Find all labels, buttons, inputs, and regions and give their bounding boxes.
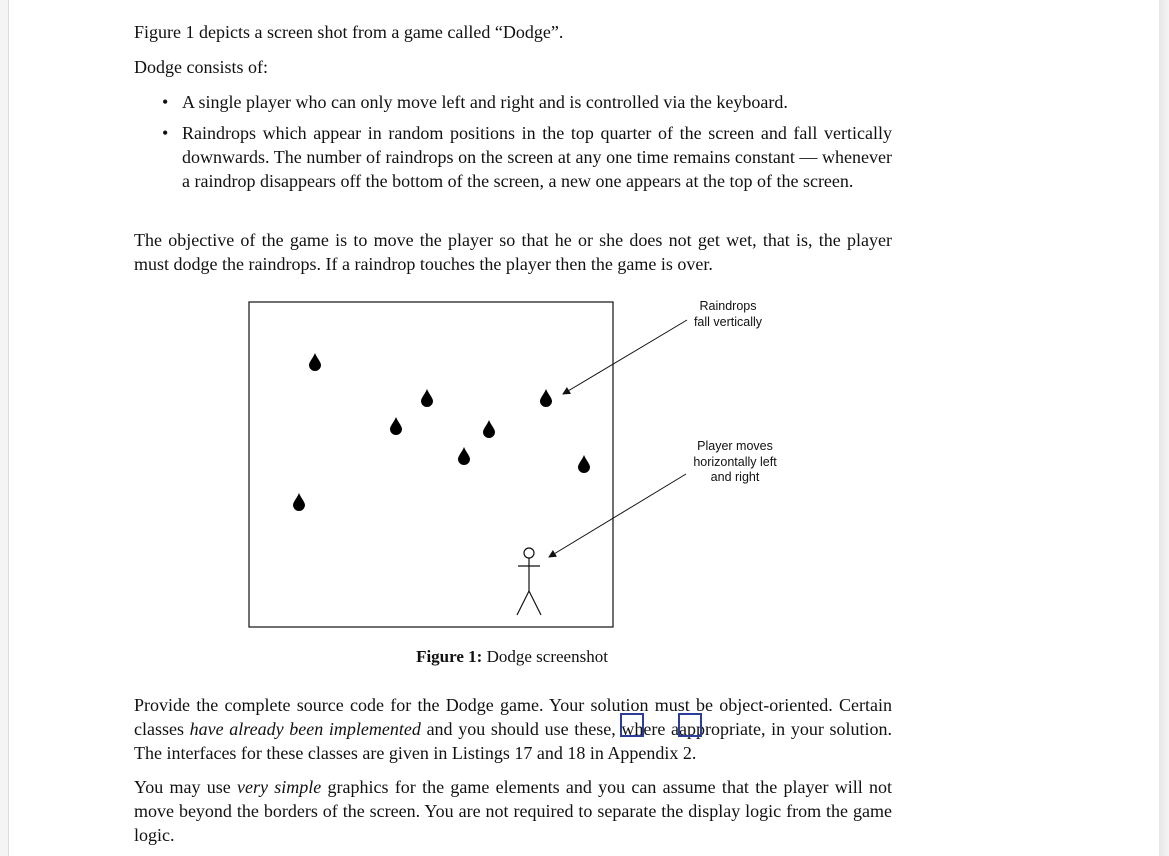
graphics-paragraph: [134, 775, 892, 847]
annotation-line: Player moves: [697, 439, 773, 453]
bullet-icon: •: [162, 123, 169, 143]
game-screen-frame: [249, 302, 613, 627]
bullet-icon: •: [162, 92, 169, 112]
list-item: [162, 90, 892, 114]
objective-paragraph: The objective of the game is to move the player so that he or she does not get wet, that is, the player must dodge the raindrops. If a raindrop touches the player then the game is over.: [134, 230, 892, 274]
annotation-line: Raindrops: [699, 299, 757, 313]
player-annotation: [686, 439, 784, 486]
list-item: [162, 121, 892, 193]
solution-italic: have already been implemented: [189, 719, 421, 739]
intro-line-1: Figure 1 depicts a screen shot from a game called “Dodge”.: [134, 22, 564, 42]
component-list: [162, 90, 892, 200]
annotation-line: horizontally left: [693, 454, 777, 469]
solution-text: here a: [634, 719, 680, 739]
annotation-line: and right: [710, 470, 760, 484]
selection-marker-icon: [621, 717, 634, 741]
solution-paragraph: [134, 693, 892, 765]
page-shadow: [1159, 0, 1169, 856]
raindrops-annotation: [682, 299, 774, 330]
caption-text: Dodge screenshot: [486, 647, 608, 666]
graphics-text: You may use: [134, 777, 238, 797]
caption-label: Figure 1:: [416, 647, 483, 666]
bullet-text-player: A single player who can only move left and right and is controlled via the keyboard.: [182, 92, 788, 112]
solution-text: and you should use these,: [420, 719, 622, 739]
graphics-italic: very simple: [237, 777, 322, 797]
marked-char: a: [679, 719, 688, 739]
annotation-line: fall vertically: [693, 314, 763, 329]
figure-caption: [300, 646, 724, 668]
selection-marker-icon: [679, 717, 687, 741]
intro-line-2: Dodge consists of:: [134, 57, 268, 77]
solution-text: ppropriate, in your solution. The interfaces for these classes are given in Listings 17 and 18 in Appendix 2.: [134, 719, 893, 763]
graphics-text: graphics for the game elements and you can assume that the player will not move beyond the borders of the screen. You are not required to separate the display logic from the game logic.: [134, 777, 893, 845]
marked-char: w: [621, 719, 635, 739]
bullet-text-raindrops: Raindrops which appear in random positions in the top quarter of the screen and fall vertically downwards. The number of raindrops on the screen at any one time remains constant — whenever a raindrop disappears off the bottom of the screen, a new one appears at the top of the screen.: [182, 123, 892, 191]
solution-text: Provide the complete source code for the Dodge game. Your solution must be object-oriented. Certain classes: [134, 695, 892, 739]
